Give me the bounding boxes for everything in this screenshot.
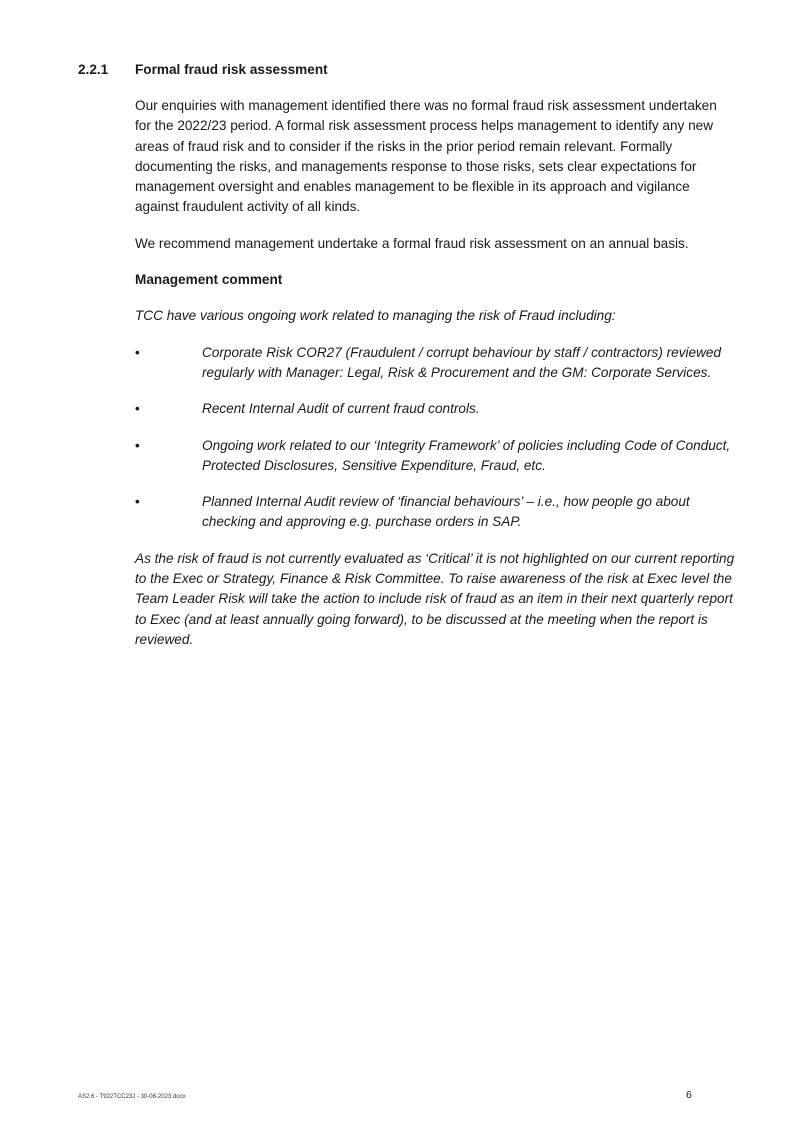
management-comment-closing: As the risk of fraud is not currently evaluated as ‘Critical’ it is not highlighted on our current reporting to the Exec or Strategy, Finance & Risk Committee. To raise awareness of the risk at Exec level the Team Leader Risk will take the action to include risk of fraud as an item in their next quarterly report to Exec (and at least annually going forward), to be discussed at the meeting when the report is reviewed. — [135, 550, 735, 647]
management-comment-heading: Management comment — [135, 272, 283, 288]
list-item — [135, 436, 735, 477]
recommendation-paragraph: We recommend management undertake a formal fraud risk assessment on an annual basis. — [135, 235, 689, 251]
list-item — [135, 399, 735, 419]
list-item-text: Recent Internal Audit of current fraud controls. — [202, 401, 480, 417]
finding-paragraph: Our enquiries with management identified there was no formal fraud risk assessment undertaken for the 2022/23 period. A formal risk assessment process helps management to identify any new areas of fraud risk and to consider if the risks in the prior period remain relevant. Formally documenting the risks, and managements response to those risks, sets clear expectations for management oversight and enables management to be flexible in its approach and vigilance against fraudulent activity of all kinds. — [135, 98, 717, 215]
list-item-text: Corporate Risk COR27 (Fraudulent / corrupt behaviour by staff / contractors) reviewed regularly with Manager: Legal, Risk & Procurement and the GM: Corporate Services. — [202, 344, 722, 380]
list-item — [135, 343, 735, 384]
list-item — [135, 492, 735, 533]
bullet-icon: • — [135, 437, 140, 453]
page-number: 6 — [686, 1089, 692, 1101]
section-title: Formal fraud risk assessment — [135, 62, 328, 77]
management-comment-list — [135, 343, 735, 533]
bullet-icon: • — [135, 344, 140, 360]
list-item-text: Ongoing work related to our ‘Integrity Framework’ of policies including Code of Conduct, Protected Disclosures, Sensitive Expenditure, Fraud, etc. — [202, 437, 731, 473]
management-comment-intro: TCC have various ongoing work related to managing the risk of Fraud including: — [135, 308, 616, 324]
bullet-icon: • — [135, 401, 140, 417]
section-number: 2.2.1 — [78, 62, 109, 77]
section-body — [135, 96, 735, 666]
footer-document-ref: AS2.6 - T922TCC23J - 30-06-2023.docx — [78, 1094, 186, 1100]
list-item-text: Planned Internal Audit review of ‘financial behaviours’ – i.e., how people go about checking and approving e.g. purchase orders in SAP. — [202, 494, 690, 530]
section-heading — [78, 60, 328, 80]
bullet-icon: • — [135, 494, 140, 510]
